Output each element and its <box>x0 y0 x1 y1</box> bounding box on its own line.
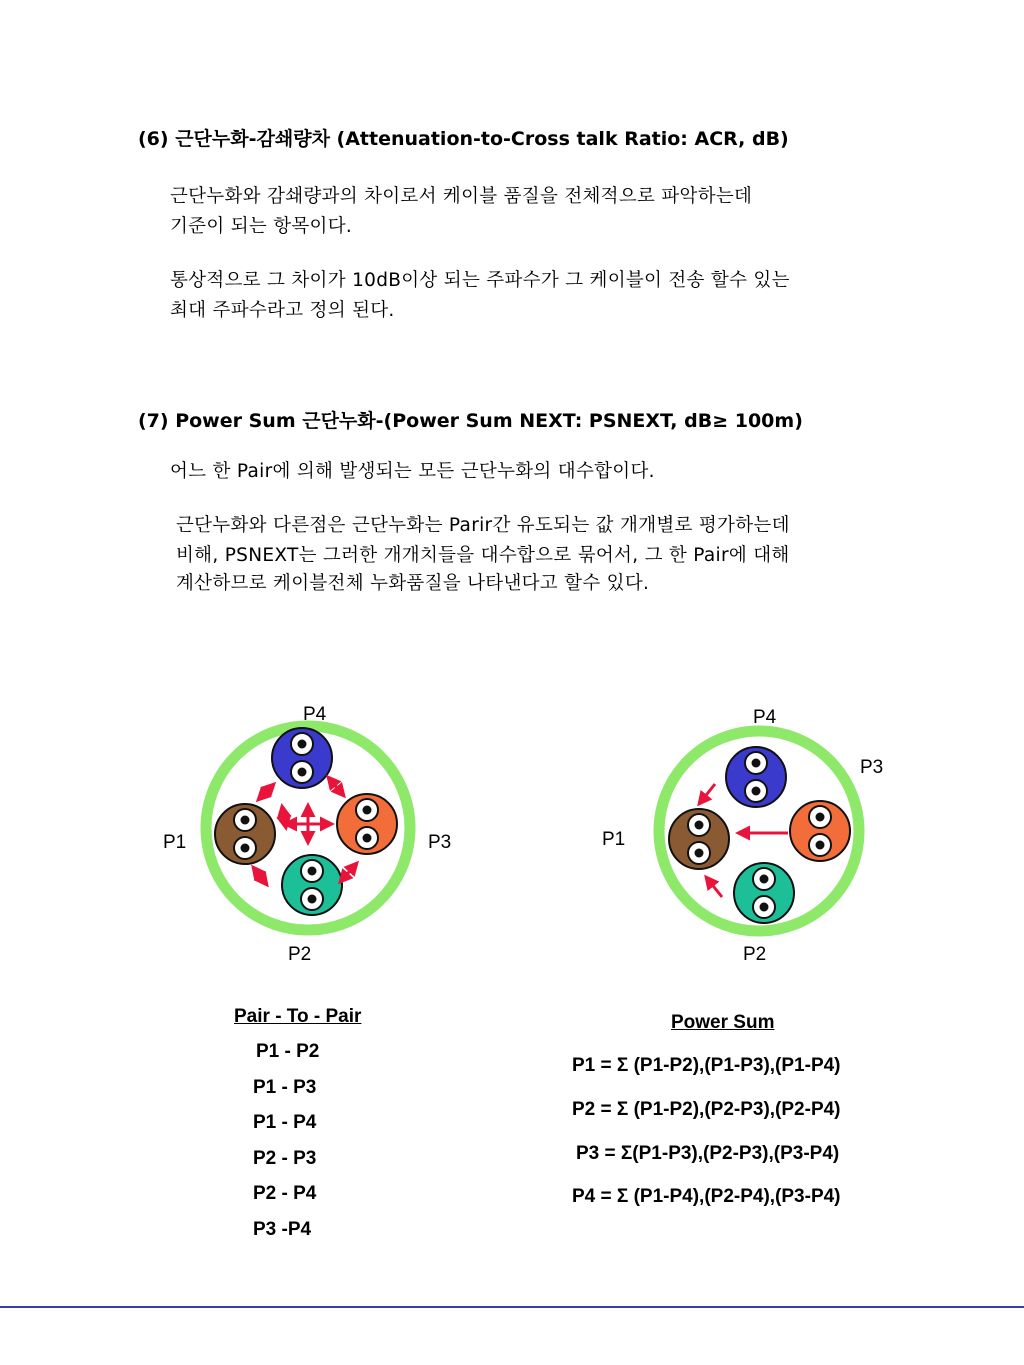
section7-para2-line3: 계산하므로 케이블전체 누화품질을 나타낸다고 할수 있다. <box>176 573 650 594</box>
pair-p4-icon <box>726 747 786 807</box>
power-sum-formula: P3 = Σ(P1-P3),(P2-P3),(P3-P4) <box>576 1143 840 1164</box>
left-label-p3: P3 <box>428 832 452 853</box>
left-label-p4: P4 <box>303 704 327 725</box>
pair-list-title: Pair - To - Pair <box>234 1006 362 1027</box>
section7-heading: (7) Power Sum 근단누화-(Power Sum NEXT: PSNEXT, dB≥ 100m) <box>138 410 803 432</box>
power-sum-formula: P4 = Σ (P1-P4),(P2-P4),(P3-P4) <box>572 1186 841 1207</box>
power-sum-diagram <box>600 700 900 970</box>
right-label-p4: P4 <box>753 707 777 728</box>
section6-heading: (6) 근단누화-감쇄량차 (Attenuation-to-Cross talk Ratio: ACR, dB) <box>138 128 789 150</box>
section7-para2-line1: 근단누화와 다른점은 근단누화는 Parir간 유도되는 값 개개별로 평가하는데 <box>176 515 790 536</box>
pair-list-item: P1 - P4 <box>253 1112 317 1133</box>
pair-list-item: P2 - P4 <box>253 1183 317 1204</box>
left-label-p1: P1 <box>163 832 187 853</box>
pair-list-item: P2 - P3 <box>253 1148 317 1169</box>
pair-p2-icon <box>734 863 794 923</box>
pair-p1-icon <box>215 804 275 864</box>
pair-p2-icon <box>282 855 342 915</box>
left-label-p2: P2 <box>288 944 312 965</box>
section7-para2-line2: 비해, PSNEXT는 그러한 개개치들을 대수합으로 묶어서, 그 한 Pair에 대해 <box>176 545 790 566</box>
right-label-p2: P2 <box>743 944 767 965</box>
right-label-p1: P1 <box>602 829 626 850</box>
pair-list-item: P1 - P3 <box>253 1077 317 1098</box>
section6-para1-line1: 근단누화와 감쇄량과의 차이로서 케이블 품질을 전체적으로 파악하는데 <box>170 186 753 207</box>
pair-p4-icon <box>272 728 332 788</box>
right-label-p3: P3 <box>860 757 884 778</box>
section6-para2-line2: 최대 주파수라고 정의 된다. <box>170 300 395 321</box>
bottom-rule <box>0 1306 1024 1308</box>
power-sum-title: Power Sum <box>671 1012 775 1033</box>
section6-para2-line1: 통상적으로 그 차이가 10dB이상 되는 주파수가 그 케이블이 전송 할수 있는 <box>170 270 790 291</box>
pair-p1-icon <box>669 809 729 869</box>
pair-p3-icon <box>337 794 397 854</box>
power-sum-formula: P1 = Σ (P1-P2),(P1-P3),(P1-P4) <box>572 1055 841 1076</box>
section6-para1-line2: 기준이 되는 항목이다. <box>170 216 353 237</box>
section7-para1-line1: 어느 한 Pair에 의해 발생되는 모든 근단누화의 대수합이다. <box>170 461 655 482</box>
power-sum-formula: P2 = Σ (P1-P2),(P2-P3),(P2-P4) <box>572 1099 841 1120</box>
pair-p3-icon <box>790 801 850 861</box>
pair-list-item: P3 -P4 <box>253 1219 312 1240</box>
pair-list-item: P1 - P2 <box>256 1041 320 1062</box>
